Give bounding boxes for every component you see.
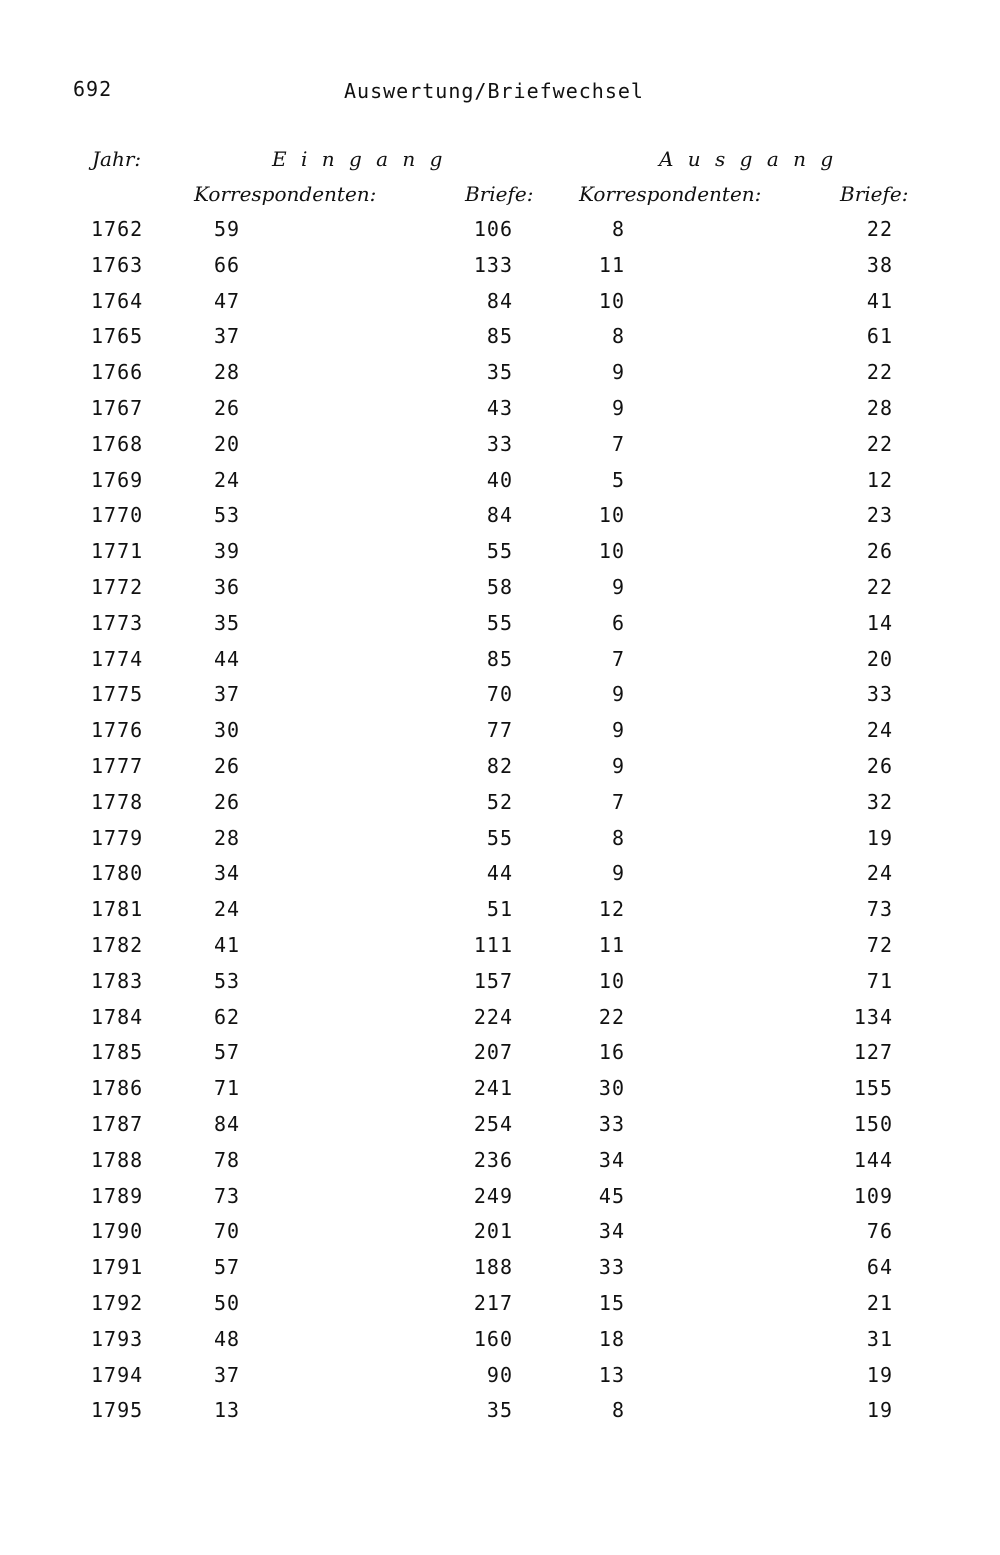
ausgang-briefe-cell: 155 <box>853 1076 893 1100</box>
eingang-briefe-cell: 33 <box>486 432 513 456</box>
ausgang-korrespondenten-cell: 9 <box>611 861 625 885</box>
ausgang-briefe-cell: 28 <box>866 396 893 420</box>
eingang-briefe-cell: 51 <box>486 897 513 921</box>
ausgang-briefe-cell: 72 <box>866 933 893 957</box>
year-cell: 1763 <box>91 253 144 277</box>
ausgang-korrespondenten-cell: 11 <box>598 933 625 957</box>
eingang-korrespondenten-cell: 66 <box>214 253 241 277</box>
year-cell: 1770 <box>91 503 144 527</box>
year-cell: 1774 <box>91 647 144 671</box>
ausgang-korrespondenten-cell: 9 <box>611 575 625 599</box>
eingang-korrespondenten-cell: 84 <box>214 1112 241 1136</box>
ausgang-briefe-cell: 19 <box>866 826 893 850</box>
eingang-briefe-cell: 90 <box>486 1363 513 1387</box>
ausgang-briefe-cell: 22 <box>866 360 893 384</box>
ausgang-briefe-cell: 22 <box>866 217 893 241</box>
year-cell: 1789 <box>91 1184 144 1208</box>
year-cell: 1792 <box>91 1291 144 1315</box>
ausgang-briefe-cell: 76 <box>866 1219 893 1243</box>
ausgang-briefe-cell: 31 <box>866 1327 893 1351</box>
ausgang-korrespondenten-cell: 7 <box>611 432 625 456</box>
ausgang-korrespondenten-cell: 12 <box>598 897 625 921</box>
eingang-korrespondenten-cell: 26 <box>214 396 241 420</box>
eingang-korrespondenten-cell: 37 <box>214 1363 241 1387</box>
ausgang-briefe-cell: 24 <box>866 718 893 742</box>
eingang-korrespondenten-cell: 26 <box>214 754 241 778</box>
ausgang-briefe-cell: 23 <box>866 503 893 527</box>
eingang-korrespondenten-cell: 48 <box>214 1327 241 1351</box>
eingang-korrespondenten-cell: 28 <box>214 826 241 850</box>
eingang-korrespondenten-cell: 28 <box>214 360 241 384</box>
ausgang-group-header: A u s g a n g <box>659 147 838 171</box>
eingang-korrespondenten-cell: 41 <box>214 933 241 957</box>
eingang-korrespondenten-cell: 53 <box>214 503 241 527</box>
eingang-korrespondenten-cell: 70 <box>214 1219 241 1243</box>
eingang-briefe-cell: 133 <box>473 253 513 277</box>
eingang-korrespondenten-cell: 24 <box>214 897 241 921</box>
eingang-briefe-cell: 111 <box>473 933 513 957</box>
ausgang-korrespondenten-cell: 10 <box>598 969 625 993</box>
year-cell: 1762 <box>91 217 144 241</box>
ausgang-briefe-cell: 22 <box>866 432 893 456</box>
year-cell: 1775 <box>91 682 144 706</box>
ausgang-korrespondenten-cell: 10 <box>598 539 625 563</box>
eingang-korrespondenten-cell: 71 <box>214 1076 241 1100</box>
eingang-briefe-cell: 254 <box>473 1112 513 1136</box>
ausgang-briefe-cell: 64 <box>866 1255 893 1279</box>
eingang-briefe-cell: 201 <box>473 1219 513 1243</box>
page-number: 692 <box>73 77 113 101</box>
ausgang-korrespondenten-cell: 7 <box>611 647 625 671</box>
ausgang-briefe-cell: 22 <box>866 575 893 599</box>
ausgang-briefe-cell: 19 <box>866 1363 893 1387</box>
eingang-korrespondenten-cell: 37 <box>214 682 241 706</box>
ausgang-briefe-cell: 26 <box>866 539 893 563</box>
eingang-group-header: E i n g a n g <box>272 147 447 171</box>
eingang-briefe-cell: 35 <box>486 360 513 384</box>
year-cell: 1780 <box>91 861 144 885</box>
eingang-korrespondenten-cell: 39 <box>214 539 241 563</box>
ausgang-briefe-cell: 26 <box>866 754 893 778</box>
ausgang-briefe-cell: 12 <box>866 468 893 492</box>
ausgang-korrespondenten-header: Korrespondenten: <box>579 182 762 206</box>
eingang-briefe-cell: 85 <box>486 647 513 671</box>
eingang-korrespondenten-header: Korrespondenten: <box>194 182 377 206</box>
year-cell: 1783 <box>91 969 144 993</box>
ausgang-korrespondenten-cell: 33 <box>598 1112 625 1136</box>
running-title: Auswertung/Briefwechsel <box>344 79 644 103</box>
ausgang-briefe-cell: 33 <box>866 682 893 706</box>
eingang-briefe-cell: 188 <box>473 1255 513 1279</box>
ausgang-briefe-cell: 14 <box>866 611 893 635</box>
eingang-briefe-cell: 55 <box>486 826 513 850</box>
ausgang-briefe-cell: 21 <box>866 1291 893 1315</box>
year-cell: 1785 <box>91 1040 144 1064</box>
ausgang-briefe-cell: 32 <box>866 790 893 814</box>
eingang-korrespondenten-cell: 78 <box>214 1148 241 1172</box>
year-cell: 1794 <box>91 1363 144 1387</box>
ausgang-korrespondenten-cell: 13 <box>598 1363 625 1387</box>
year-cell: 1788 <box>91 1148 144 1172</box>
eingang-korrespondenten-cell: 47 <box>214 289 241 313</box>
ausgang-korrespondenten-cell: 45 <box>598 1184 625 1208</box>
year-cell: 1772 <box>91 575 144 599</box>
year-cell: 1779 <box>91 826 144 850</box>
eingang-briefe-cell: 82 <box>486 754 513 778</box>
ausgang-korrespondenten-cell: 10 <box>598 503 625 527</box>
year-cell: 1795 <box>91 1398 144 1422</box>
eingang-briefe-cell: 241 <box>473 1076 513 1100</box>
eingang-korrespondenten-cell: 50 <box>214 1291 241 1315</box>
ausgang-briefe-header: Briefe: <box>840 182 909 206</box>
eingang-briefe-header: Briefe: <box>465 182 534 206</box>
ausgang-korrespondenten-cell: 33 <box>598 1255 625 1279</box>
ausgang-korrespondenten-cell: 8 <box>611 217 625 241</box>
eingang-briefe-cell: 236 <box>473 1148 513 1172</box>
eingang-briefe-cell: 40 <box>486 468 513 492</box>
eingang-korrespondenten-cell: 57 <box>214 1255 241 1279</box>
ausgang-briefe-cell: 38 <box>866 253 893 277</box>
eingang-briefe-cell: 52 <box>486 790 513 814</box>
ausgang-korrespondenten-cell: 9 <box>611 682 625 706</box>
ausgang-korrespondenten-cell: 7 <box>611 790 625 814</box>
ausgang-korrespondenten-cell: 30 <box>598 1076 625 1100</box>
ausgang-korrespondenten-cell: 18 <box>598 1327 625 1351</box>
eingang-briefe-cell: 70 <box>486 682 513 706</box>
eingang-briefe-cell: 84 <box>486 503 513 527</box>
year-cell: 1769 <box>91 468 144 492</box>
eingang-korrespondenten-cell: 13 <box>214 1398 241 1422</box>
ausgang-korrespondenten-cell: 34 <box>598 1148 625 1172</box>
ausgang-korrespondenten-cell: 22 <box>598 1005 625 1029</box>
eingang-briefe-cell: 58 <box>486 575 513 599</box>
ausgang-korrespondenten-cell: 16 <box>598 1040 625 1064</box>
year-cell: 1777 <box>91 754 144 778</box>
eingang-korrespondenten-cell: 24 <box>214 468 241 492</box>
eingang-briefe-cell: 44 <box>486 861 513 885</box>
ausgang-korrespondenten-cell: 8 <box>611 324 625 348</box>
ausgang-briefe-cell: 134 <box>853 1005 893 1029</box>
ausgang-korrespondenten-cell: 9 <box>611 718 625 742</box>
year-cell: 1791 <box>91 1255 144 1279</box>
eingang-briefe-cell: 160 <box>473 1327 513 1351</box>
eingang-korrespondenten-cell: 35 <box>214 611 241 635</box>
eingang-korrespondenten-cell: 20 <box>214 432 241 456</box>
ausgang-briefe-cell: 144 <box>853 1148 893 1172</box>
eingang-briefe-cell: 85 <box>486 324 513 348</box>
year-cell: 1793 <box>91 1327 144 1351</box>
ausgang-korrespondenten-cell: 8 <box>611 826 625 850</box>
ausgang-briefe-cell: 150 <box>853 1112 893 1136</box>
eingang-briefe-cell: 55 <box>486 539 513 563</box>
ausgang-briefe-cell: 127 <box>853 1040 893 1064</box>
ausgang-briefe-cell: 20 <box>866 647 893 671</box>
year-cell: 1784 <box>91 1005 144 1029</box>
year-cell: 1781 <box>91 897 144 921</box>
ausgang-korrespondenten-cell: 6 <box>611 611 625 635</box>
eingang-briefe-cell: 35 <box>486 1398 513 1422</box>
ausgang-korrespondenten-cell: 8 <box>611 1398 625 1422</box>
year-cell: 1765 <box>91 324 144 348</box>
eingang-korrespondenten-cell: 53 <box>214 969 241 993</box>
eingang-korrespondenten-cell: 26 <box>214 790 241 814</box>
eingang-briefe-cell: 249 <box>473 1184 513 1208</box>
year-cell: 1764 <box>91 289 144 313</box>
eingang-korrespondenten-cell: 44 <box>214 647 241 671</box>
ausgang-korrespondenten-cell: 34 <box>598 1219 625 1243</box>
ausgang-briefe-cell: 19 <box>866 1398 893 1422</box>
eingang-korrespondenten-cell: 73 <box>214 1184 241 1208</box>
year-cell: 1766 <box>91 360 144 384</box>
eingang-briefe-cell: 217 <box>473 1291 513 1315</box>
ausgang-briefe-cell: 41 <box>866 289 893 313</box>
year-cell: 1786 <box>91 1076 144 1100</box>
eingang-korrespondenten-cell: 59 <box>214 217 241 241</box>
eingang-briefe-cell: 77 <box>486 718 513 742</box>
ausgang-korrespondenten-cell: 10 <box>598 289 625 313</box>
year-cell: 1768 <box>91 432 144 456</box>
eingang-briefe-cell: 207 <box>473 1040 513 1064</box>
eingang-briefe-cell: 84 <box>486 289 513 313</box>
year-cell: 1773 <box>91 611 144 635</box>
eingang-korrespondenten-cell: 36 <box>214 575 241 599</box>
eingang-briefe-cell: 157 <box>473 969 513 993</box>
year-cell: 1771 <box>91 539 144 563</box>
ausgang-briefe-cell: 24 <box>866 861 893 885</box>
eingang-briefe-cell: 43 <box>486 396 513 420</box>
eingang-korrespondenten-cell: 57 <box>214 1040 241 1064</box>
ausgang-korrespondenten-cell: 15 <box>598 1291 625 1315</box>
year-cell: 1778 <box>91 790 144 814</box>
year-cell: 1782 <box>91 933 144 957</box>
ausgang-korrespondenten-cell: 9 <box>611 754 625 778</box>
eingang-korrespondenten-cell: 34 <box>214 861 241 885</box>
year-cell: 1767 <box>91 396 144 420</box>
ausgang-korrespondenten-cell: 5 <box>611 468 625 492</box>
year-cell: 1776 <box>91 718 144 742</box>
ausgang-korrespondenten-cell: 9 <box>611 360 625 384</box>
ausgang-briefe-cell: 71 <box>866 969 893 993</box>
ausgang-briefe-cell: 109 <box>853 1184 893 1208</box>
ausgang-korrespondenten-cell: 11 <box>598 253 625 277</box>
year-cell: 1790 <box>91 1219 144 1243</box>
eingang-briefe-cell: 224 <box>473 1005 513 1029</box>
year-cell: 1787 <box>91 1112 144 1136</box>
ausgang-briefe-cell: 73 <box>866 897 893 921</box>
eingang-briefe-cell: 55 <box>486 611 513 635</box>
eingang-briefe-cell: 106 <box>473 217 513 241</box>
eingang-korrespondenten-cell: 62 <box>214 1005 241 1029</box>
year-column-header: Jahr: <box>92 147 142 171</box>
ausgang-korrespondenten-cell: 9 <box>611 396 625 420</box>
ausgang-briefe-cell: 61 <box>866 324 893 348</box>
eingang-korrespondenten-cell: 30 <box>214 718 241 742</box>
eingang-korrespondenten-cell: 37 <box>214 324 241 348</box>
